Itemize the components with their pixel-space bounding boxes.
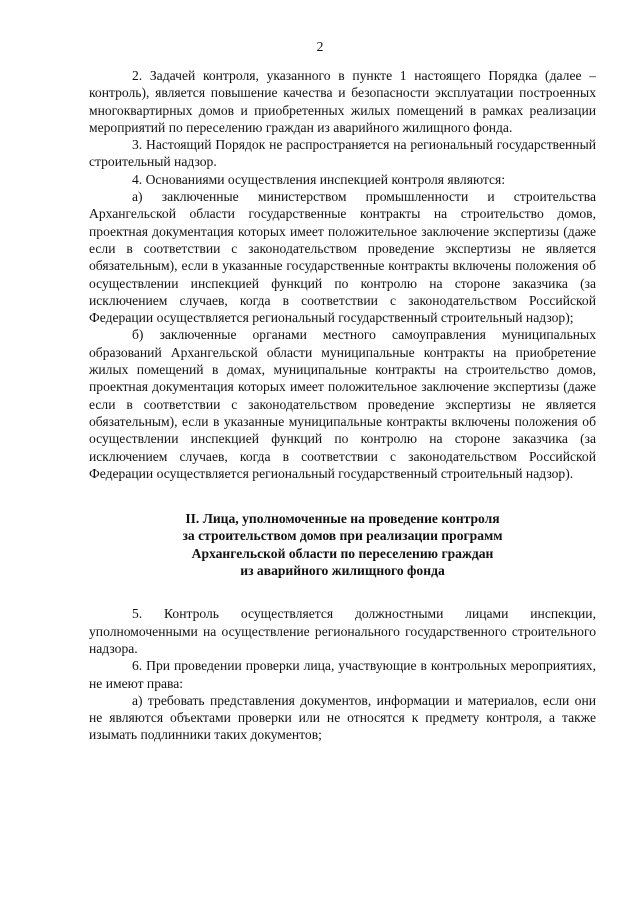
section-heading-line: из аварийного жилищного фонда: [240, 563, 445, 579]
paragraph-4: 4. Основаниями осуществления инспекцией контроля являются:: [132, 171, 506, 187]
paragraph-4a: а) заключенные министерством промышленности и строительства Архангельской области государственные контракты на строительство домов, проектная документация которых имеет положительное заключение экспертизы (даже если в соответствии с законодательством проведение экспертизы не является обязательным), если в указанные государственные контракты включены положения об осуществлении инспекцией функций по контролю на стороне заказчика (за исключением случаев, когда в соответствии с законодательством Российской Федерации осуществляется региональный государственный строительный надзор);: [89, 189, 596, 326]
section-heading-line: за строительством домов при реализации программ: [182, 528, 503, 544]
section-heading: [89, 510, 596, 579]
paragraph-6: 6. При проведении проверки лица, участвующие в контрольных мероприятиях, не имеют права:: [89, 658, 596, 691]
paragraph-5: 5. Контроль осуществляется должностными лицами инспекции, уполномоченными на осуществление регионального государственного строительного надзора.: [89, 606, 596, 656]
paragraph-2: 2. Задачей контроля, указанного в пункте 1 настоящего Порядка (далее – контроль), является повышение качества и безопасности эксплуатации построенных многоквартирных домов и приобретенных жилых помещений в рамках реализации мероприятий по переселению граждан из аварийного жилищного фонда.: [89, 68, 596, 135]
paragraph-4b: б) заключенные органами местного самоуправления муниципальных образований Архангельской области муниципальные контракты на приобретение жилых помещений в домах, муниципальные контракты на строительство домов, проектная документация которых имеет положительное заключение экспертизы (даже если в соответствии с законодательством проведение экспертизы не является обязательным), если в указанные муниципальные контракты включены положения об осуществлении инспекцией функций по контролю на стороне заказчика (за исключением случаев, когда в соответствии с законодательством Российской Федерации осуществляется региональный государственный строительный надзор).: [89, 327, 596, 481]
page-number: 2: [316, 39, 324, 54]
paragraph-3: 3. Настоящий Порядок не распространяется на региональный государственный строительный надзор.: [89, 137, 596, 170]
section-heading-line: II. Лица, уполномоченные на проведение контроля: [185, 511, 500, 527]
paragraph-6a: а) требовать представления документов, информации и материалов, если они не являются объектами проверки или не относятся к предмету контроля, а также изымать подлинники таких документов;: [89, 692, 596, 743]
document-body: [89, 67, 596, 744]
section-heading-line: Архангельской области по переселению граждан: [191, 545, 494, 561]
